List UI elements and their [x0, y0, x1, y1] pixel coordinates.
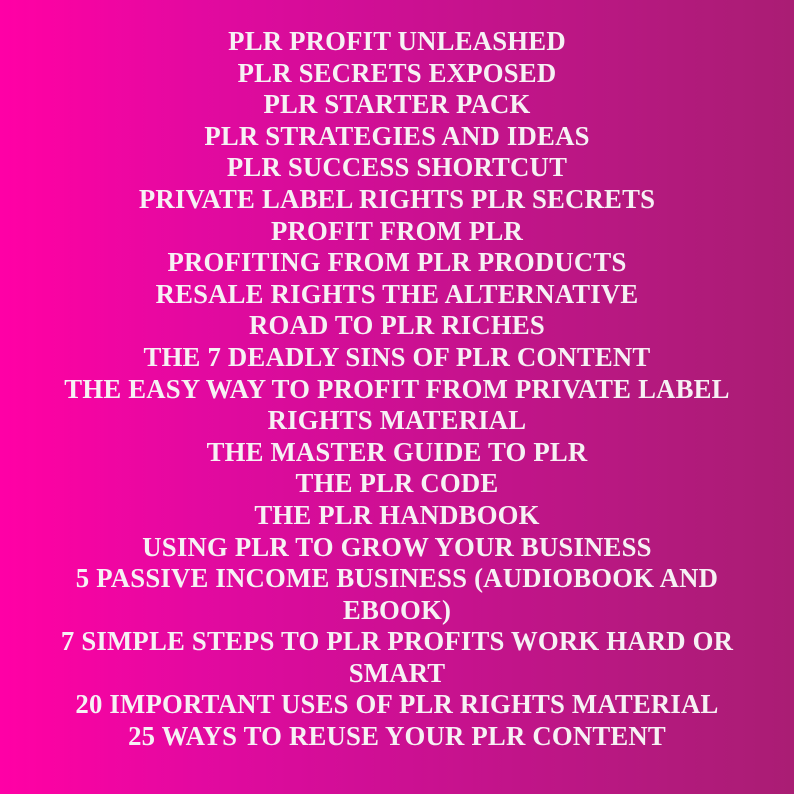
list-item	[0, 563, 794, 626]
list-item	[0, 626, 794, 689]
list-item	[0, 342, 794, 374]
list-item	[0, 184, 794, 216]
title-line: THE PLR HANDBOOK	[254, 499, 540, 530]
list-item	[0, 532, 794, 564]
title-line: PLR SUCCESS SHORTCUT	[226, 152, 568, 183]
list-item	[0, 89, 794, 121]
title-line: SMART	[348, 657, 446, 688]
list-item	[0, 26, 794, 58]
list-item	[0, 721, 794, 753]
title-line: PROFIT FROM PLR	[271, 215, 523, 246]
title-line: USING PLR TO GROW YOUR BUSINESS	[142, 531, 652, 562]
title-line: PLR STARTER PACK	[263, 89, 531, 120]
list-item	[0, 310, 794, 342]
list-item	[0, 58, 794, 90]
title-line: PLR PROFIT UNLEASHED	[228, 26, 566, 56]
list-item	[0, 152, 794, 184]
title-line: 25 WAYS TO REUSE YOUR PLR CONTENT	[128, 721, 666, 752]
title-line: THE 7 DEADLY SINS OF PLR CONTENT	[143, 341, 651, 372]
list-item	[0, 121, 794, 153]
title-line: PROFITING FROM PLR PRODUCTS	[167, 247, 627, 278]
list-item	[0, 216, 794, 248]
title-line: 5 PASSIVE INCOME BUSINESS (AUDIOBOOK AND	[75, 563, 719, 594]
title-line: PLR STRATEGIES AND IDEAS	[204, 120, 590, 151]
title-line: EBOOK)	[342, 594, 452, 625]
title-line: PRIVATE LABEL RIGHTS PLR SECRETS	[138, 183, 656, 214]
title-line: THE MASTER GUIDE TO PLR	[206, 436, 588, 467]
title-line: 20 IMPORTANT USES OF PLR RIGHTS MATERIAL	[75, 689, 719, 720]
title-line: THE EASY WAY TO PROFIT FROM PRIVATE LABEL	[64, 373, 730, 404]
list-item	[0, 689, 794, 721]
plr-title-list	[0, 26, 794, 753]
list-item	[0, 500, 794, 532]
list-item	[0, 374, 794, 437]
title-line: RESALE RIGHTS THE ALTERNATIVE	[155, 278, 639, 309]
title-line: RIGHTS MATERIAL	[267, 405, 527, 436]
title-line: THE PLR CODE	[295, 468, 499, 499]
list-item	[0, 437, 794, 469]
list-item	[0, 247, 794, 279]
list-item	[0, 468, 794, 500]
title-line: ROAD TO PLR RICHES	[249, 310, 545, 341]
list-item	[0, 279, 794, 311]
title-line: PLR SECRETS EXPOSED	[237, 57, 557, 88]
title-line: 7 SIMPLE STEPS TO PLR PROFITS WORK HARD OR	[60, 626, 734, 657]
